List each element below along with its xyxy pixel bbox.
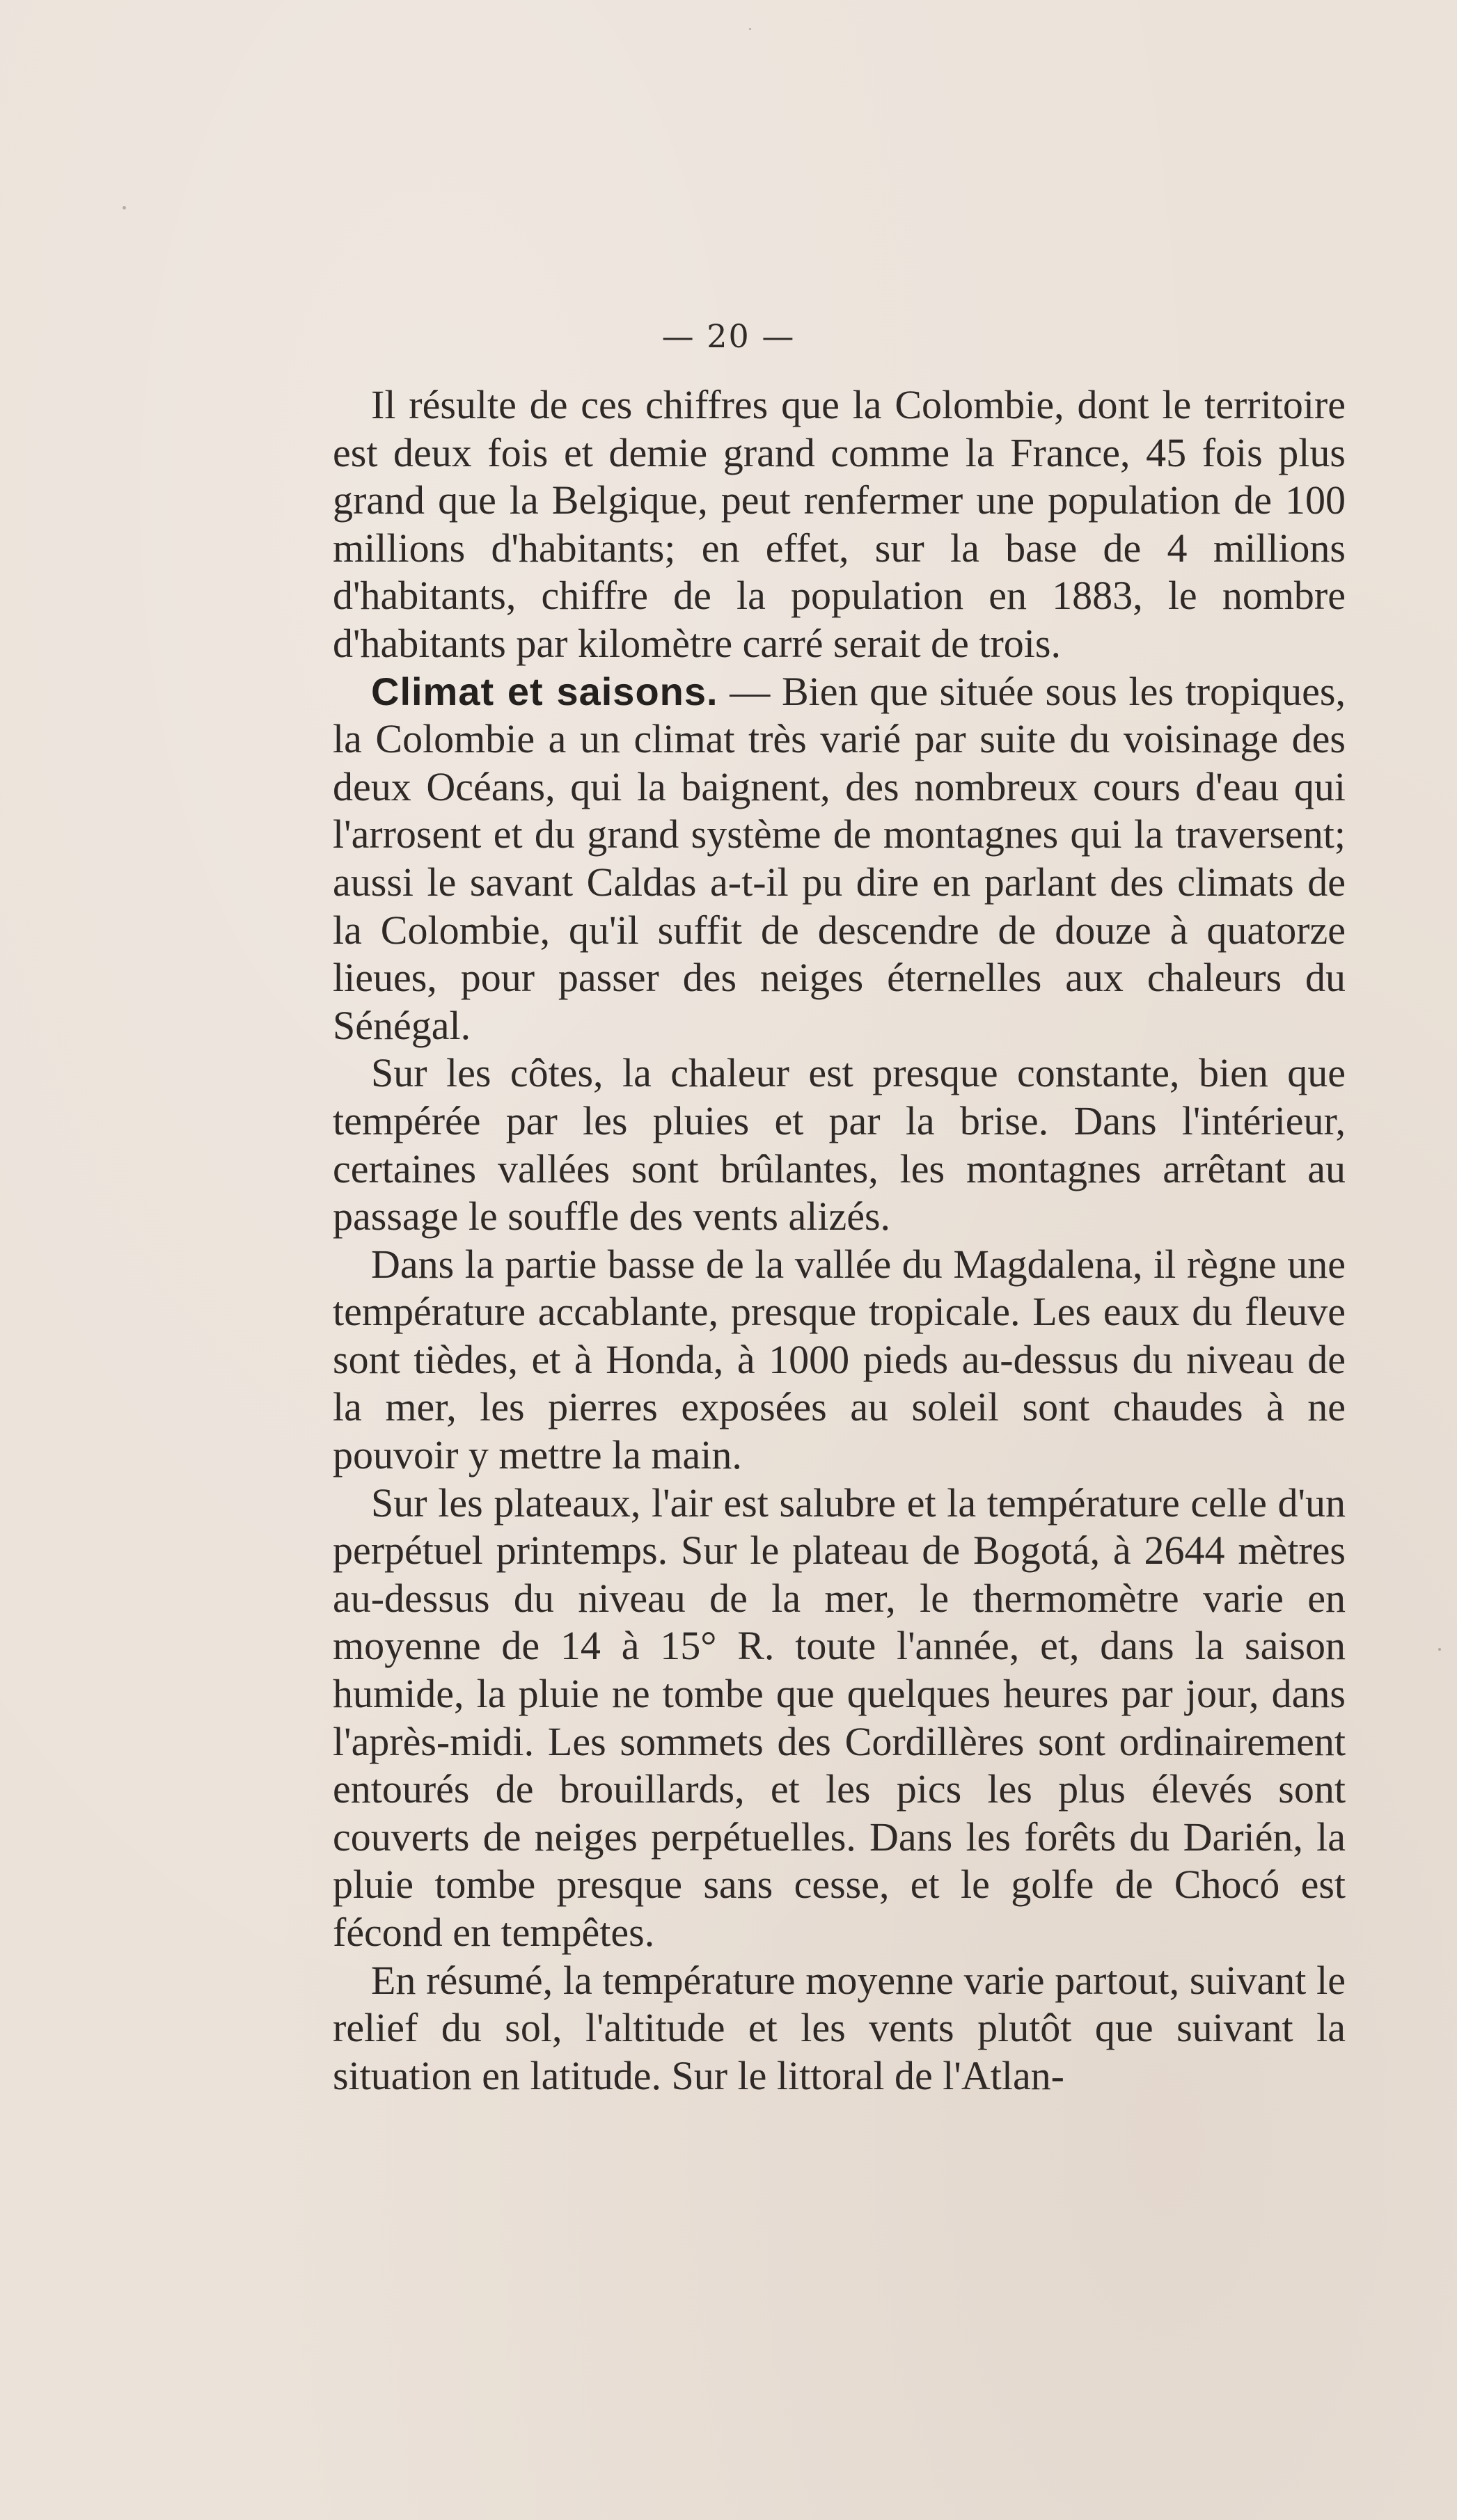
paragraph-with-heading xyxy=(333,668,1346,1050)
page-number: — 20 — xyxy=(661,317,796,355)
paragraph: Dans la partie basse de la vallée du Magdalena, il règne une température accablante, presque tropicale. Les eaux du fleuve sont tièdes, et à Honda, à 1000 pieds au-dessus du niveau de la mer, les pierres exposées au soleil sont chaudes à ne pouvoir y mettre la main. xyxy=(333,1241,1346,1478)
paper-speck xyxy=(123,206,126,209)
paragraph: En résumé, la température moyenne varie partout, suivant le relief du sol, l'altitude et les vents plutôt que suivant la situation en latitude. Sur le littoral de l'Atlan- xyxy=(333,1957,1346,2098)
paper-speck xyxy=(749,28,751,30)
paragraph: Sur les côtes, la chaleur est presque constante, bien que tempérée par les pluies et par la brise. Dans l'intérieur, certaines vallées sont brûlantes, les montagnes arrêtant au passage le souffle des vents alizés. xyxy=(333,1050,1346,1239)
paragraph: Sur les plateaux, l'air est salubre et la température celle d'un perpétuel printemps. Sur le plateau de Bogotá, à 2644 mètres au-dessus du niveau de la mer, le thermomètre varie en moyenne de 14 à 15° R. toute l'année, et, dans la saison humide, la pluie ne tombe que quelques heures par jour, dans l'après-midi. Les sommets des Cordillères sont ordinairement entourés de brouillards, et les pics les plus élevés sont couverts de neiges perpétuelles. Dans les forêts du Darién, la pluie tombe presque sans cesse, et le golfe de Chocó est fécond en tempêtes. xyxy=(333,1480,1346,1955)
body-text xyxy=(333,381,1346,2100)
section-heading: Climat et saisons. xyxy=(371,669,718,713)
paragraph: Il résulte de ces chiffres que la Colombie, dont le territoire est deux fois et demie grand comme la France, 45 fois plus grand que la Belgique, peut renfermer une population de 100 millions d'habitants; en effet, sur la base de 4 millions d'habitants, chiffre de la population en 1883, le nombre d'habitants par kilomètre carré serait de trois. xyxy=(333,382,1346,666)
paragraph-text: — Bien que située sous les tropiques, la Colombie a un climat très varié par suite du voisinage des deux Océans, qui la baignent, des nombreux cours d'eau qui l'arrosent et du grand système de montagnes qui la traversent; aussi le savant Caldas a-t-il pu dire en parlant des climats de la Colombie, qu'il suffit de descendre de douze à quatorze lieues, pour passer des neiges éternelles aux chaleurs du Sénégal. xyxy=(333,668,1346,1048)
paper-speck xyxy=(1438,1648,1441,1651)
